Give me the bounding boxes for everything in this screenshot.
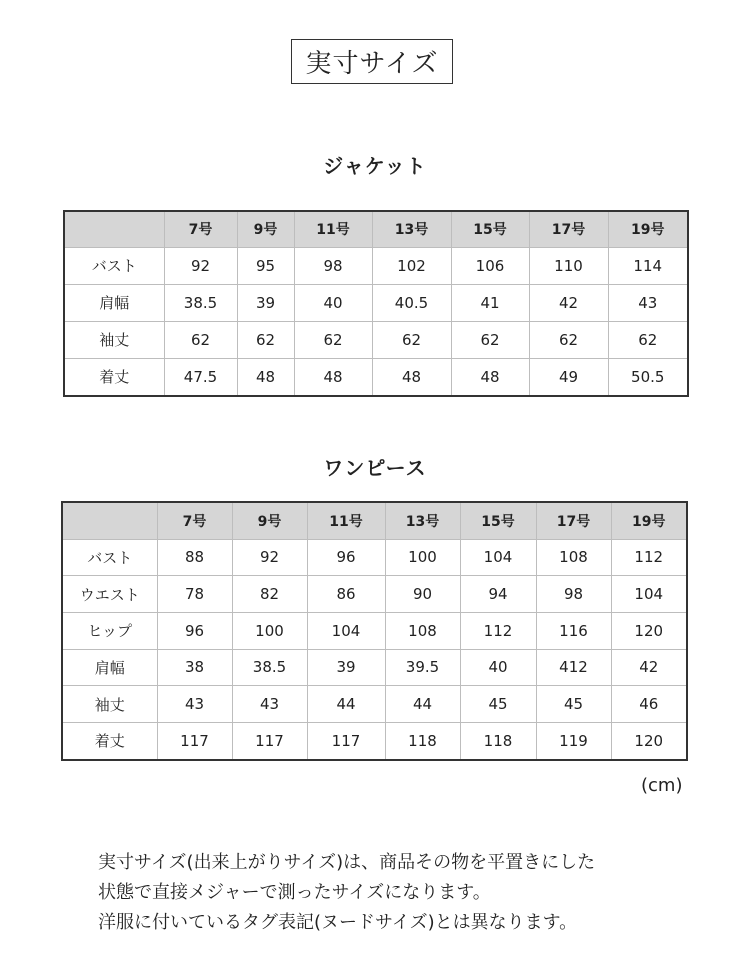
table-cell: 108 xyxy=(385,612,460,649)
table-cell: 48 xyxy=(451,358,529,396)
table-cell: 42 xyxy=(611,649,687,686)
table-header-row xyxy=(62,502,687,539)
table-row xyxy=(62,539,687,576)
table-cell: 120 xyxy=(611,612,687,649)
table-cell: 82 xyxy=(232,576,307,613)
row-label: 袖丈 xyxy=(64,321,164,358)
table-cell: 100 xyxy=(385,539,460,576)
table-cell: 40 xyxy=(294,284,372,321)
table-cell: 117 xyxy=(232,722,307,760)
column-header: 17号 xyxy=(529,211,608,247)
table-cell: 38.5 xyxy=(232,649,307,686)
column-header: 15号 xyxy=(451,211,529,247)
table-cell: 88 xyxy=(157,539,232,576)
table-cell: 114 xyxy=(608,247,688,284)
table-cell: 41 xyxy=(451,284,529,321)
table-row xyxy=(64,247,688,284)
jacket-size-table xyxy=(63,210,689,397)
table-cell: 49 xyxy=(529,358,608,396)
table-cell: 43 xyxy=(157,686,232,723)
table-cell: 110 xyxy=(529,247,608,284)
column-header: 13号 xyxy=(385,502,460,539)
column-header: 9号 xyxy=(232,502,307,539)
table-cell: 118 xyxy=(460,722,536,760)
table-cell: 98 xyxy=(536,576,611,613)
corner-cell xyxy=(62,502,157,539)
table-cell: 112 xyxy=(611,539,687,576)
table-cell: 86 xyxy=(307,576,385,613)
table-cell: 43 xyxy=(608,284,688,321)
table-cell: 62 xyxy=(529,321,608,358)
table-cell: 46 xyxy=(611,686,687,723)
table-cell: 98 xyxy=(294,247,372,284)
table-cell: 45 xyxy=(460,686,536,723)
row-label: バスト xyxy=(64,247,164,284)
table-cell: 62 xyxy=(164,321,237,358)
table-row xyxy=(62,649,687,686)
table-cell: 117 xyxy=(307,722,385,760)
table-cell: 62 xyxy=(294,321,372,358)
table-cell: 100 xyxy=(232,612,307,649)
table-cell: 116 xyxy=(536,612,611,649)
row-label: 着丈 xyxy=(62,722,157,760)
onepiece-heading: ワンピース xyxy=(323,456,427,480)
table-cell: 40 xyxy=(460,649,536,686)
table-row xyxy=(62,612,687,649)
table-cell: 118 xyxy=(385,722,460,760)
table-cell: 44 xyxy=(307,686,385,723)
table-row xyxy=(64,358,688,396)
column-header: 7号 xyxy=(157,502,232,539)
table-cell: 39 xyxy=(307,649,385,686)
column-header: 7号 xyxy=(164,211,237,247)
table-cell: 95 xyxy=(237,247,294,284)
table-cell: 112 xyxy=(460,612,536,649)
corner-cell xyxy=(64,211,164,247)
unit-label: (cm) xyxy=(641,775,683,796)
column-header: 11号 xyxy=(307,502,385,539)
table-cell: 104 xyxy=(307,612,385,649)
table-cell: 50.5 xyxy=(608,358,688,396)
onepiece-size-table xyxy=(61,501,688,761)
table-cell: 62 xyxy=(608,321,688,358)
table-cell: 48 xyxy=(294,358,372,396)
table-cell: 47.5 xyxy=(164,358,237,396)
table-cell: 108 xyxy=(536,539,611,576)
table-cell: 96 xyxy=(157,612,232,649)
table-cell: 104 xyxy=(460,539,536,576)
column-header: 19号 xyxy=(608,211,688,247)
table-cell: 42 xyxy=(529,284,608,321)
table-cell: 106 xyxy=(451,247,529,284)
table-cell: 48 xyxy=(237,358,294,396)
table-cell: 40.5 xyxy=(372,284,451,321)
table-cell: 412 xyxy=(536,649,611,686)
table-cell: 90 xyxy=(385,576,460,613)
table-cell: 39 xyxy=(237,284,294,321)
table-cell: 102 xyxy=(372,247,451,284)
jacket-heading: ジャケット xyxy=(323,154,427,178)
row-label: バスト xyxy=(62,539,157,576)
size-note xyxy=(98,848,718,938)
row-label: 肩幅 xyxy=(62,649,157,686)
table-cell: 92 xyxy=(164,247,237,284)
page-title: 実寸サイズ xyxy=(291,39,453,84)
table-row xyxy=(62,576,687,613)
row-label: ウエスト xyxy=(62,576,157,613)
table-cell: 62 xyxy=(372,321,451,358)
table-cell: 38 xyxy=(157,649,232,686)
table-cell: 78 xyxy=(157,576,232,613)
table-cell: 44 xyxy=(385,686,460,723)
table-cell: 94 xyxy=(460,576,536,613)
table-cell: 92 xyxy=(232,539,307,576)
row-label: ヒップ xyxy=(62,612,157,649)
table-header-row xyxy=(64,211,688,247)
table-row xyxy=(64,321,688,358)
row-label: 袖丈 xyxy=(62,686,157,723)
table-cell: 104 xyxy=(611,576,687,613)
column-header: 19号 xyxy=(611,502,687,539)
table-cell: 96 xyxy=(307,539,385,576)
table-cell: 45 xyxy=(536,686,611,723)
table-cell: 119 xyxy=(536,722,611,760)
table-row xyxy=(62,722,687,760)
table-cell: 120 xyxy=(611,722,687,760)
note-line: 洋服に付いているタグ表記(ヌードサイズ)とは異なります。 xyxy=(98,912,578,933)
note-line: 状態で直接メジャーで測ったサイズになります。 xyxy=(98,882,491,903)
table-row xyxy=(64,284,688,321)
column-header: 13号 xyxy=(372,211,451,247)
column-header: 15号 xyxy=(460,502,536,539)
table-cell: 39.5 xyxy=(385,649,460,686)
row-label: 着丈 xyxy=(64,358,164,396)
table-cell: 48 xyxy=(372,358,451,396)
table-cell: 62 xyxy=(451,321,529,358)
table-cell: 62 xyxy=(237,321,294,358)
table-row xyxy=(62,686,687,723)
row-label: 肩幅 xyxy=(64,284,164,321)
column-header: 17号 xyxy=(536,502,611,539)
table-cell: 117 xyxy=(157,722,232,760)
column-header: 11号 xyxy=(294,211,372,247)
note-line: 実寸サイズ(出来上がりサイズ)は、商品その物を平置きにした xyxy=(98,852,596,873)
table-cell: 43 xyxy=(232,686,307,723)
table-cell: 38.5 xyxy=(164,284,237,321)
column-header: 9号 xyxy=(237,211,294,247)
